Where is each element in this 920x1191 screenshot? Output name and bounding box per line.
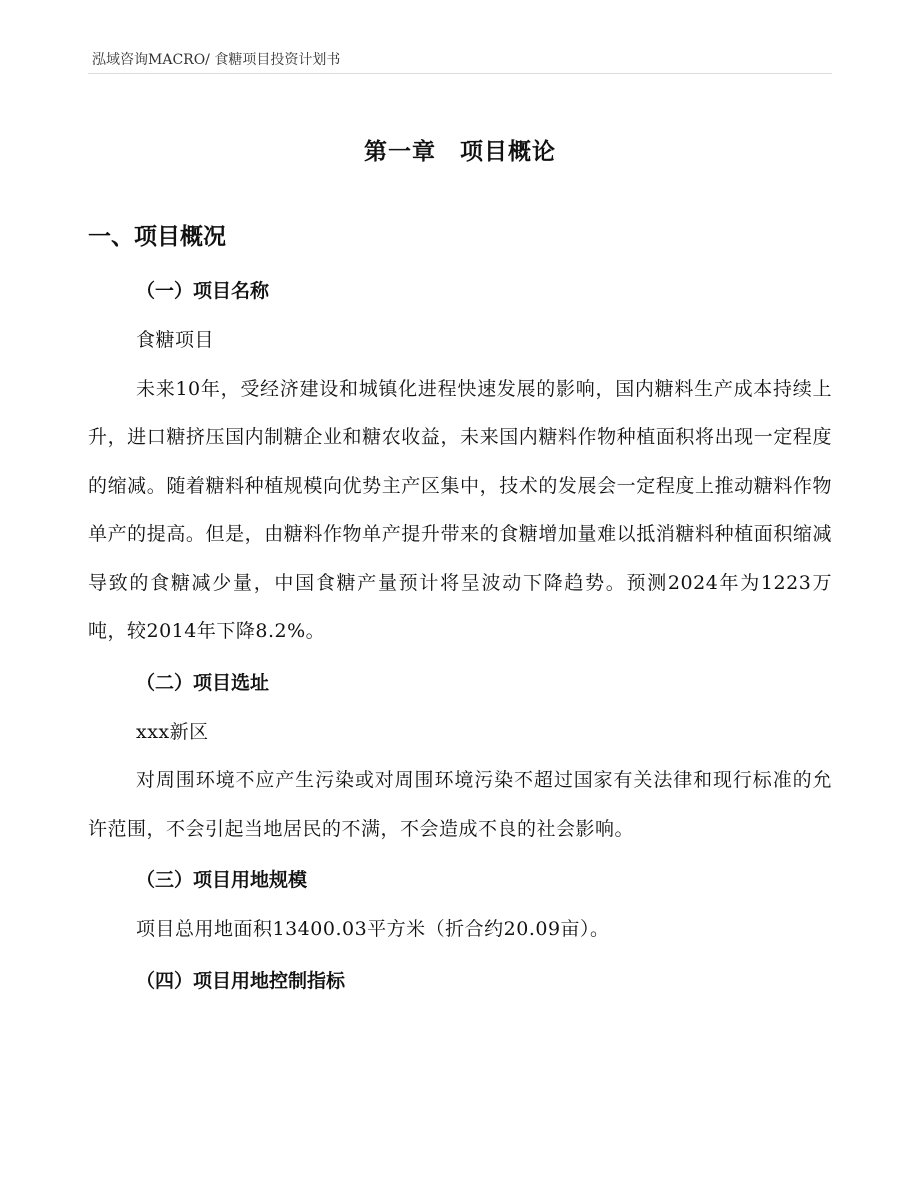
header-divider: [88, 73, 832, 74]
section-title-project-overview: 一、项目概况: [88, 224, 226, 250]
subsection-title-land-scale: （三）项目用地规模: [136, 869, 308, 891]
project-site-value: xxx新区: [136, 720, 209, 743]
land-scale-paragraph: 项目总用地面积13400.03平方米（折合约20.09亩）。: [136, 918, 610, 940]
project-site-paragraph: 对周围环境不应产生污染或对周围环境污染不超过国家有关法律和现行标准的允许范围，不会引起当地居民的不满，不会造成不良的社会影响。: [88, 769, 832, 840]
project-background-paragraph: 未来10年，受经济建设和城镇化进程快速发展的影响，国内糖料生产成本持续上升，进口糖挤压国内制糖企业和糖农收益，未来国内糖料作物种植面积将出现一定程度的缩减。随着糖料种植规模向优势主产区集中，技术的发展会一定程度上推动糖料作物单产的提高。但是，由糖料作物单产提升带来的食糖增加量难以抵消糖料种植面积缩减导致的食糖减少量，中国食糖产量预计将呈波动下降趋势。预测2024年为1223万吨，较2014年下降8.2%。: [88, 377, 832, 642]
subsection-title-project-site: （二）项目选址: [136, 671, 270, 694]
subsection-title-land-control: （四）项目用地控制指标: [136, 969, 346, 992]
subsection-title-project-name: （一）项目名称: [136, 280, 270, 302]
document-page: [88, 128, 832, 1006]
project-name-value: 食糖项目: [136, 329, 215, 351]
chapter-title: 第一章 项目概论: [364, 139, 556, 165]
document-header: 泓域咨询MACRO/ 食糖项目投资计划书: [92, 52, 341, 68]
